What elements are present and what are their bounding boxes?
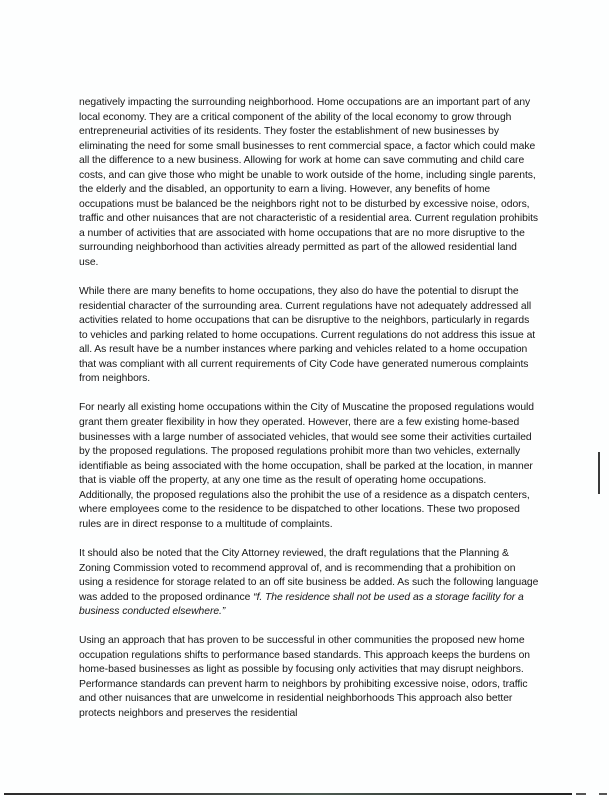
ordinance-quote: “f. The residence shall not be used as a storage facility for a business conducted elsewhere.”	[79, 591, 524, 618]
paragraph-city-attorney-review	[79, 547, 539, 620]
page-bottom-dash	[599, 793, 607, 795]
page-bottom-dash	[576, 793, 586, 795]
page-bottom-rule	[4, 793, 572, 795]
paragraph-performance-standards: Using an approach that has proven to be successful in other communities the proposed new home occupation regulations shifts to performance based standards. This approach keeps the burdens on home-based businesses as light as possible by focusing only activities that may disrupt neighbors. Performance standards can prevent harm to neighbors by prohibiting excessive noise, odors, traffic and other nuisances that are unwelcome in residential neighborhoods This approach also better protects neighbors and preserves the residential	[79, 635, 530, 719]
paragraph-disruption-potential: While there are many benefits to home occupations, they also do have the potential to disrupt the residential character of the surrounding area. Current regulations have not adequately addressed all activities related to home occupations that can be disruptive to the neighbors, particularly in regards to vehicles and parking related to home occupations. Current regulations do not address this issue at all. As result have be a number instances where parking and vehicles related to a home occupation that was compliant with all current requirements of City Code have generated numerous complaints from neighbors.	[79, 286, 536, 385]
document-body	[79, 96, 539, 722]
scan-margin-mark	[598, 452, 600, 494]
paragraph-text: It should also be noted that the City Attorney reviewed, the draft regulations that the Planning & Zoning Commission voted to recommend approval of, and is recommending that a prohibition on using a residence for storage related to an off site business be added. As such the following language was added to the proposed ordinance	[79, 547, 539, 603]
paragraph-muscatine-regulations: For nearly all existing home occupations within the City of Muscatine the proposed regulations would grant them greater flexibility in how they operated. However, there are a few existing home-based businesses with a large number of associated vehicles, that would see some their activities curtailed by the proposed regulations. The proposed regulations prohibit more than two vehicles, externally identifiable as being associated with the home occupation, shall be parked at the location, in manner that is viable off the property, at any one time as the result of operating home occupations. Additionally, the proposed regulations also the prohibit the use of a residence as a dispatch centers, where employees come to the residence to be dispatched to other locations. These two proposed rules are in direct response to a multitude of complaints.	[79, 402, 534, 530]
paragraph-home-occupation-benefits: negatively impacting the surrounding neighborhood. Home occupations are an important part of any local economy. They are a critical component of the ability of the local economy to grow through entrepreneurial activities of its residents. They foster the establishment of new businesses by eliminating the need for some small businesses to rent commercial space, a factor which could make all the difference to a new business. Allowing for work at home can save commuting and child care costs, and can give those who might be unable to work outside of the home, including single parents, the elderly and the disabled, an opportunity to earn a living. However, any benefits of home occupations must be balanced be the neighbors right not to be disturbed by excessive noise, odors, traffic and other nuisances that are not characteristic of a residential area. Current regulation prohibits a number of activities that are associated with home occupations that are no more disruptive to the surrounding neighborhood than activities already permitted as part of the allowed residential land use.	[79, 97, 539, 269]
